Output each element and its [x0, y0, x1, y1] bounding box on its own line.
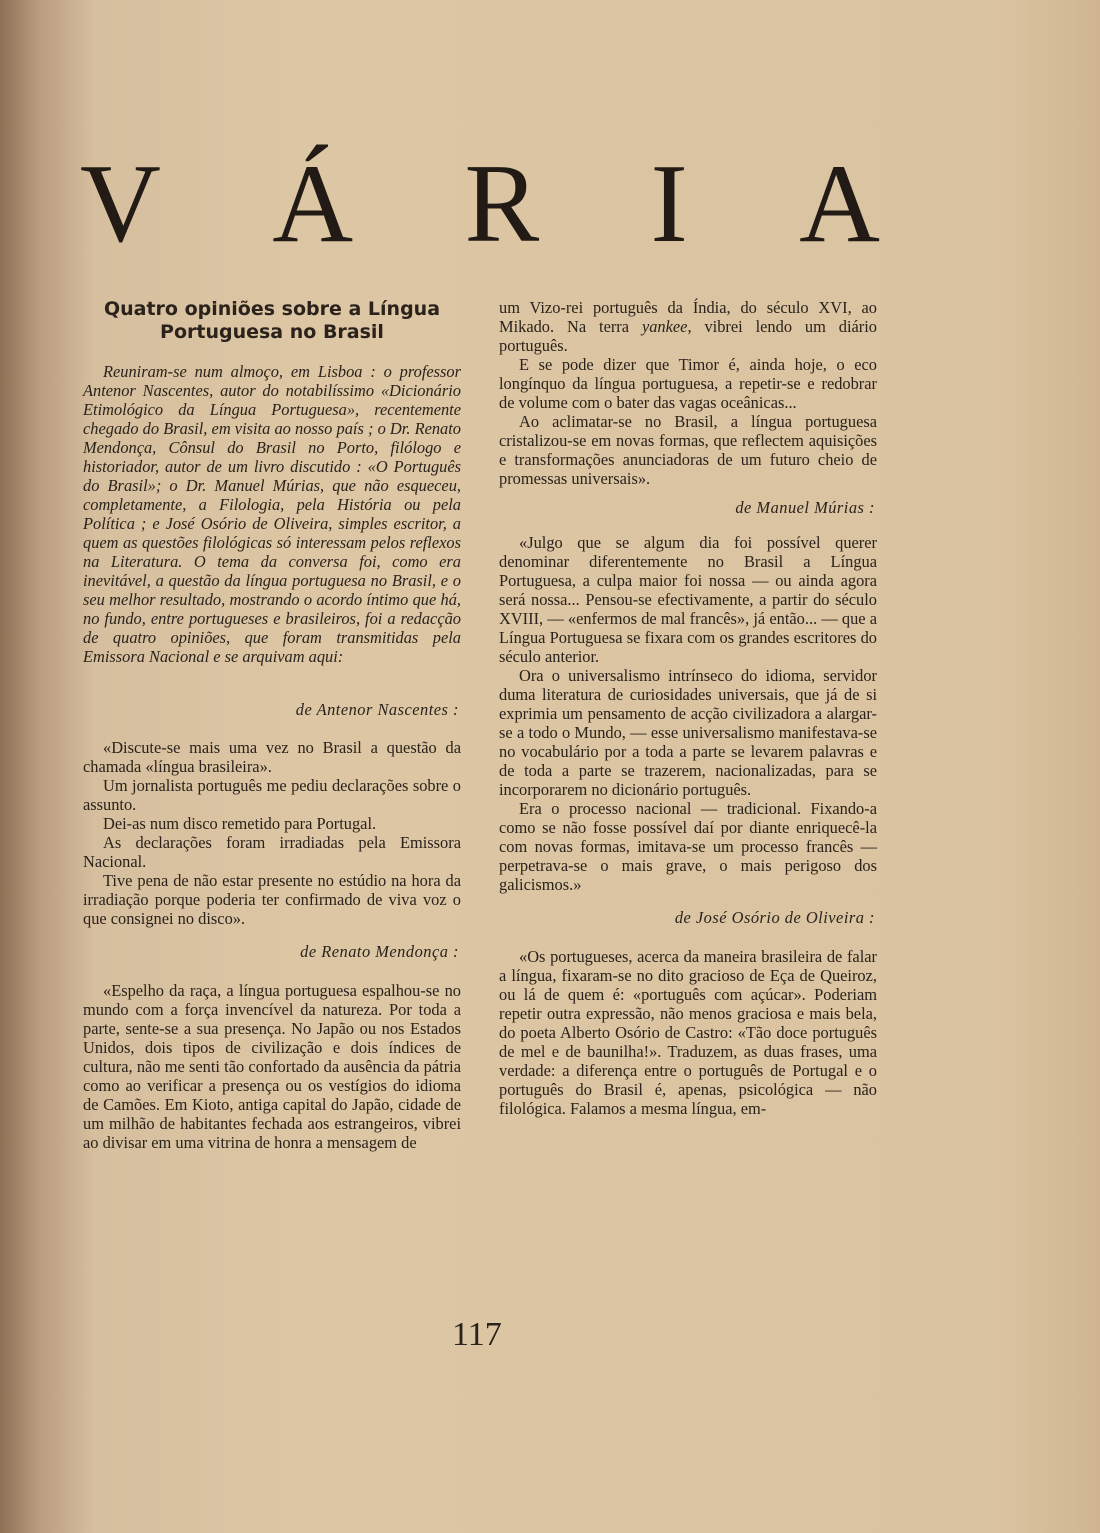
paragraph: Dei-as num disco remetido para Portugal. — [103, 814, 377, 833]
byline-oliveira: de José Osório de Oliveira : — [674, 908, 875, 927]
paragraph: Um jornalista português me pediu declarações sobre o assunto. — [83, 776, 461, 814]
article-title — [83, 298, 461, 344]
section-title-letter: I — [650, 142, 688, 266]
paragraph-continued — [499, 298, 877, 355]
article-title-line: Quatro opiniões sobre a Língua — [103, 298, 441, 320]
left-column — [83, 298, 461, 1152]
paragraph: «Discute-se mais uma vez no Brasil a questão da chamada «língua brasileira». — [83, 738, 461, 776]
article-title-line: Portuguesa no Brasil — [160, 321, 384, 343]
paragraph: Tive pena de não estar presente no estúdio na hora da irradiação porque poderia ter confirmado de viva voz o que consignei no disco». — [83, 871, 461, 928]
section-title — [80, 142, 880, 266]
paragraph: «Julgo que se algum dia foi possível querer denominar diferentemente no Brasil a Língua Portuguesa, a culpa maior foi nossa — ou ainda agora será nossa... Pensou-se efectivamente, a partir do século XVIII, — «enfermos de mal francês», já então... — que a Língua Portuguesa se fixara com os grandes escritores do século anterior. — [499, 533, 877, 666]
section-title-letter: A — [799, 142, 880, 266]
paragraph: As declarações foram irradiadas pela Emissora Nacional. — [83, 833, 461, 871]
paragraph: Ora o universalismo intrínseco do idioma, servidor duma literatura de curiosidades universais, que já de si exprimia um pensamento de acção civilizadora a alargar-se a todo o Mundo, — esse universalismo manifestava-se no vocabulário por a toda a parte se levarem palavras e de toda a parte se trazerem, nacionalizadas, para se incorporarem no dicionário português. — [499, 666, 877, 799]
text-run: um Vizo-rei português da Índia, do século XVI, ao Mikado. Na terra — [499, 298, 877, 336]
byline-nascentes: de Antenor Nascentes : — [295, 700, 459, 719]
text-run-italic: yankee — [641, 317, 688, 336]
byline-murias: de Manuel Múrias : — [735, 498, 875, 517]
page-number: 117 — [452, 1316, 502, 1353]
paragraph: «Os portugueses, acerca da maneira brasileira de falar a língua, fixaram-se no dito gracioso de Eça de Queiroz, ou lá de quem é: «português com açúcar». Poderiam repetir outra expressão, não menos graciosa e mais bela, do poeta Alberto Osório de Castro: «Tão doce português de mel e de baunilha!». Traduzem, as duas frases, uma verdade: a diferença entre o português de Portugal e o português do Brasil é, apenas, psicológica — não filológica. Falamos a mesma língua, em- — [499, 947, 877, 1118]
byline-mendonca: de Renato Mendonça : — [300, 942, 459, 961]
section-title-letter: R — [464, 142, 540, 266]
section-title-letter: Á — [272, 142, 354, 266]
paragraph: Era o processo nacional — tradicional. Fixando-a como se não fosse possível daí por diante enriquecê-la com novas formas, imitava-se um processo francês — perpetrava-se o mais grave, o mais perigoso dos galicismos.» — [499, 799, 877, 894]
right-column — [499, 298, 877, 1118]
paragraph: «Espelho da raça, a língua portuguesa espalhou-se no mundo com a força invencível da natureza. Por toda a parte, sente-se a sua presença. No Japão ou nos Estados Unidos, dois tipos de civilização e dois índices de cultura, não me senti tão confortado da ausência da pátria como ao verificar a presença ou os vestígios do idioma de Camões. Em Kioto, antiga capital do Japão, cidade de um milhão de habitantes fechada aos estrangeiros, vibrei ao divisar em uma vitrina de honra a mensagem de — [83, 981, 461, 1152]
text-run: , vibrei lendo um diário português. — [499, 317, 878, 355]
paragraph: Ao aclimatar-se no Brasil, a língua portuguesa cristalizou-se em novas formas, que reflectem aquisições e transformações anunciadoras de um futuro cheio de promessas universais». — [499, 412, 877, 488]
intro-paragraph: Reuniram-se num almoço, em Lisboa : o professor Antenor Nascentes, autor do notabilíssimo «Dicionário Etimológico da Língua Portuguesa», recentemente chegado do Brasil, em visita ao nosso país ; o Dr. Renato Mendonça, Cônsul do Brasil no Porto, filólogo e historiador, autor de um livro discutido : «O Português do Brasil»; o Dr. Manuel Múrias, que não esqueceu, completamente, a Filologia, pela História ou pela Política ; e José Osório de Oliveira, simples escritor, a quem as questões filológicas só interessam pelos reflexos na Literatura. O tema da conversa foi, como era inevitável, a questão da língua portuguesa no Brasil, e o seu melhor resultado, mostrando o acordo íntimo que há, no fundo, entre portugueses e brasileiros, foi a redacção de quatro opiniões, que foram transmitidas pela Emissora Nacional e se arquivam aqui: — [83, 362, 461, 666]
paragraph: E se pode dizer que Timor é, ainda hoje, o eco longínquo da língua portuguesa, a repetir-se e redobrar de volume com o bater das vagas oceânicas... — [499, 355, 877, 412]
section-title-letter: V — [80, 142, 161, 266]
